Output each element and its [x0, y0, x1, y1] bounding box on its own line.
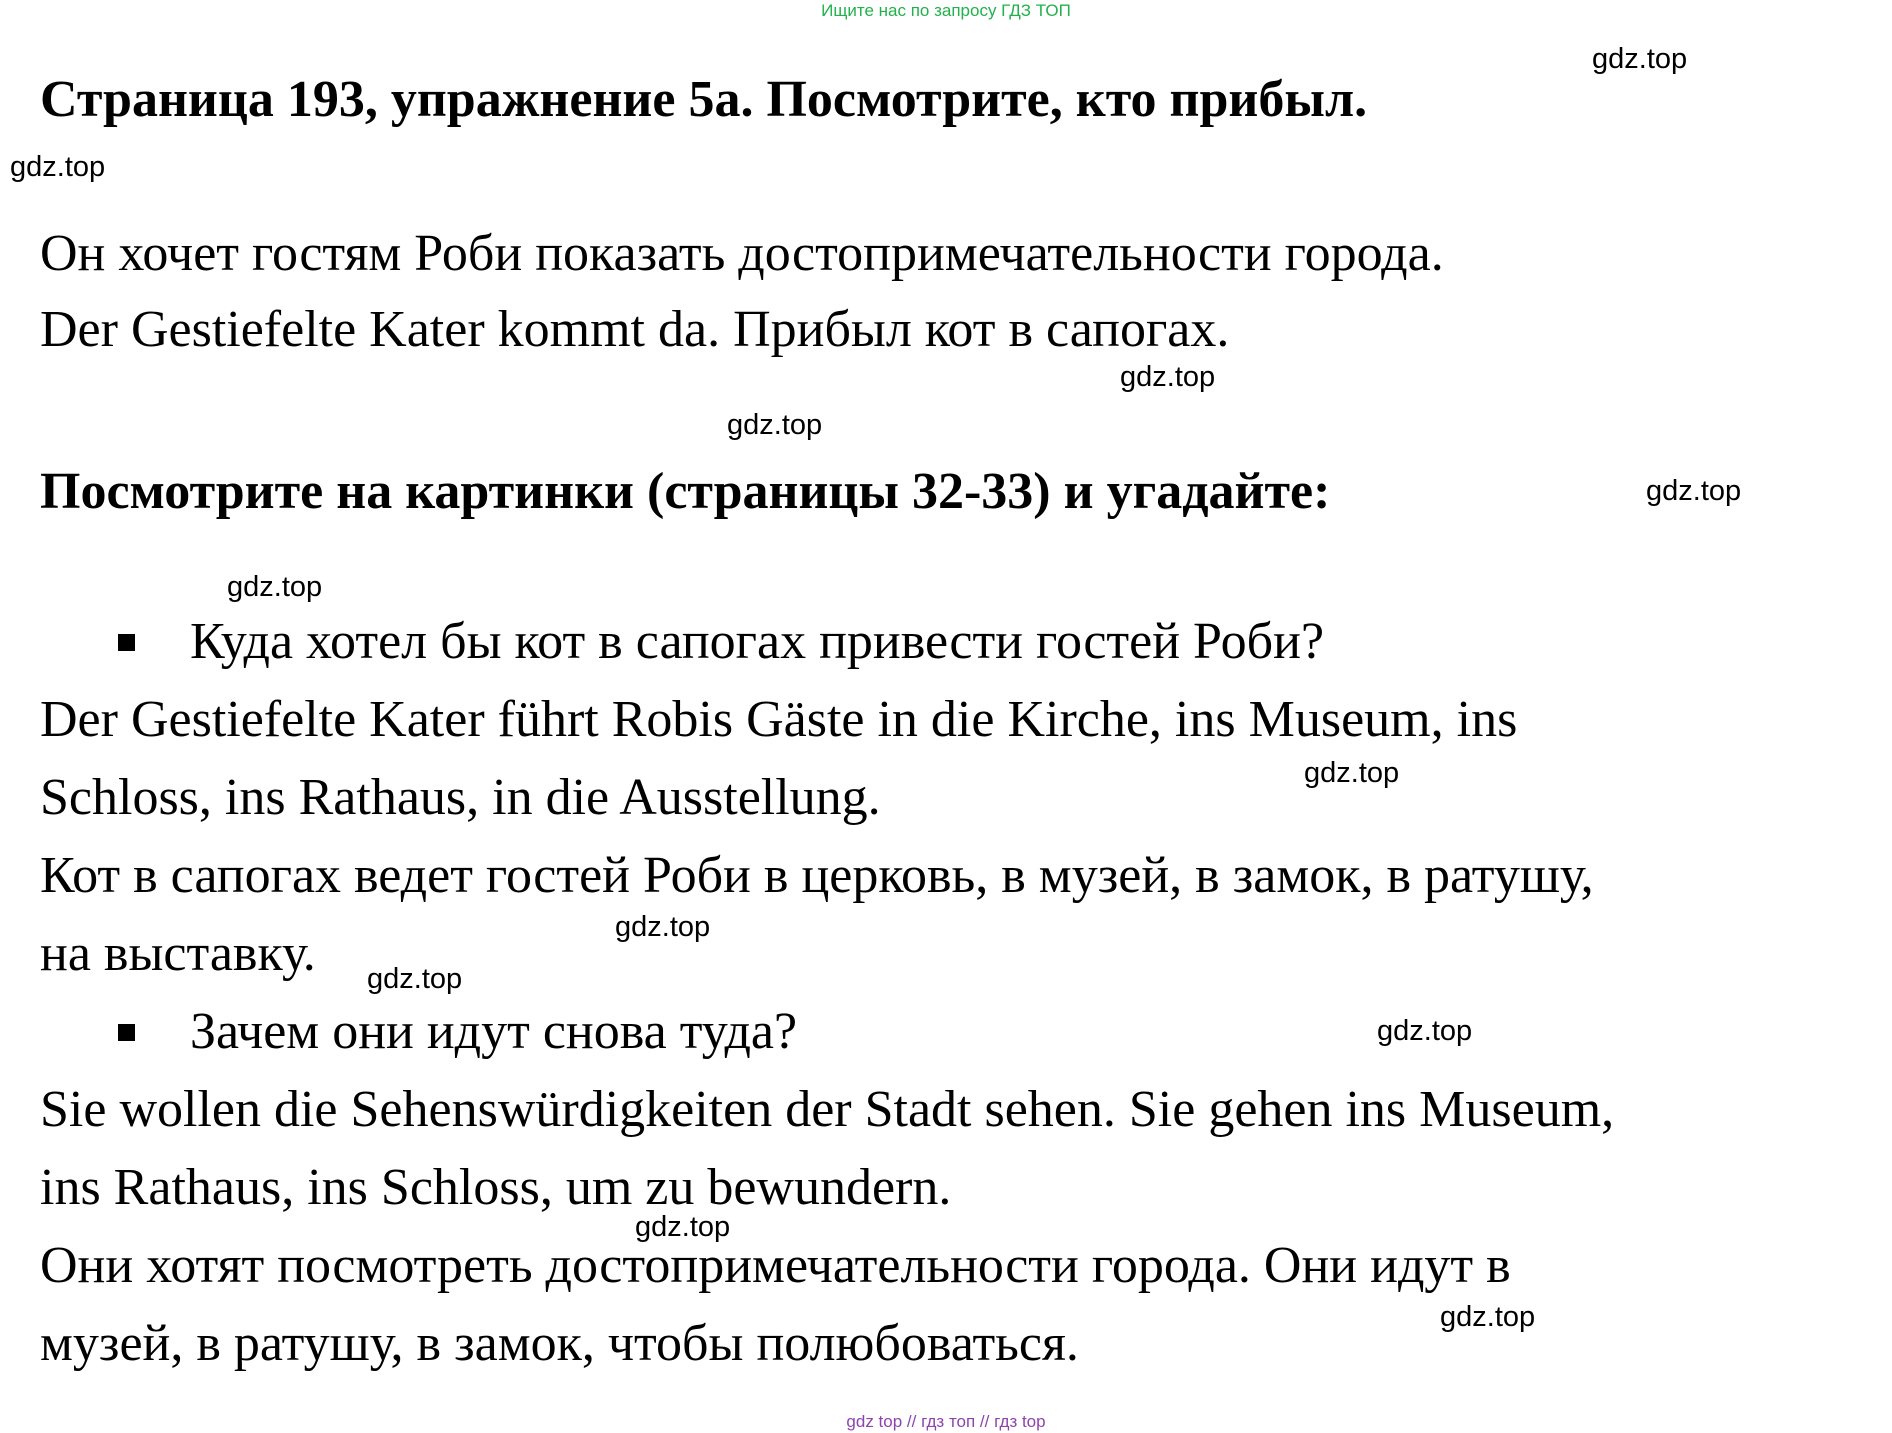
- watermark: gdz.top: [1592, 43, 1688, 75]
- watermark: gdz.top: [1304, 757, 1400, 789]
- watermark: gdz.top: [615, 911, 711, 943]
- text-line-2: Der Gestiefelte Kater kommt da. Прибыл кот в сапогах.: [40, 301, 1230, 358]
- answer-2-german-line-2: ins Rathaus, ins Schloss, um zu bewundern.: [40, 1159, 952, 1216]
- text-line-1: Он хочет гостям Роби показать достопримечательности города.: [40, 225, 1444, 282]
- watermark: gdz.top: [367, 963, 463, 995]
- top-banner: Ищите нас по запросу ГДЗ ТОП: [821, 1, 1071, 20]
- answer-1-german-line-2: Schloss, ins Rathaus, in die Ausstellung.: [40, 769, 881, 826]
- watermark: gdz.top: [1377, 1015, 1473, 1047]
- watermark: gdz.top: [10, 151, 106, 183]
- watermark: gdz.top: [727, 409, 823, 441]
- bullet-square-icon: [118, 1024, 135, 1041]
- watermark: gdz.top: [227, 571, 323, 603]
- page-heading: Страница 193, упражнение 5а. Посмотрите, кто прибыл.: [40, 71, 1368, 128]
- answer-2-german-line-1: Sie wollen die Sehenswürdigkeiten der Stadt sehen. Sie gehen ins Museum,: [40, 1081, 1615, 1138]
- answer-1-russian-line-2: на выставку.: [40, 925, 316, 982]
- watermark: gdz.top: [635, 1211, 731, 1243]
- answer-2-russian-line-2: музей, в ратушу, в замок, чтобы полюбоваться.: [40, 1315, 1079, 1372]
- answer-1-russian-line-1: Кот в сапогах ведет гостей Роби в церковь, в музей, в замок, в ратушу,: [40, 847, 1594, 904]
- watermark: gdz.top: [1646, 475, 1742, 507]
- section-heading: Посмотрите на картинки (страницы 32-33) и угадайте:: [40, 463, 1331, 520]
- watermark: gdz.top: [1440, 1301, 1536, 1333]
- footer-links: gdz top // гдз топ // гдз top: [846, 1412, 1046, 1431]
- bullet-question-1-text: Куда хотел бы кот в сапогах привести гостей Роби?: [190, 613, 1325, 670]
- answer-1-german-line-1: Der Gestiefelte Kater führt Robis Gäste in die Kirche, ins Museum, ins: [40, 691, 1518, 748]
- bullet-question-2-text: Зачем они идут снова туда?: [190, 1003, 798, 1060]
- bullet-square-icon: [118, 634, 135, 651]
- watermark: gdz.top: [1120, 361, 1216, 393]
- answer-2-russian-line-1: Они хотят посмотреть достопримечательности города. Они идут в: [40, 1237, 1511, 1294]
